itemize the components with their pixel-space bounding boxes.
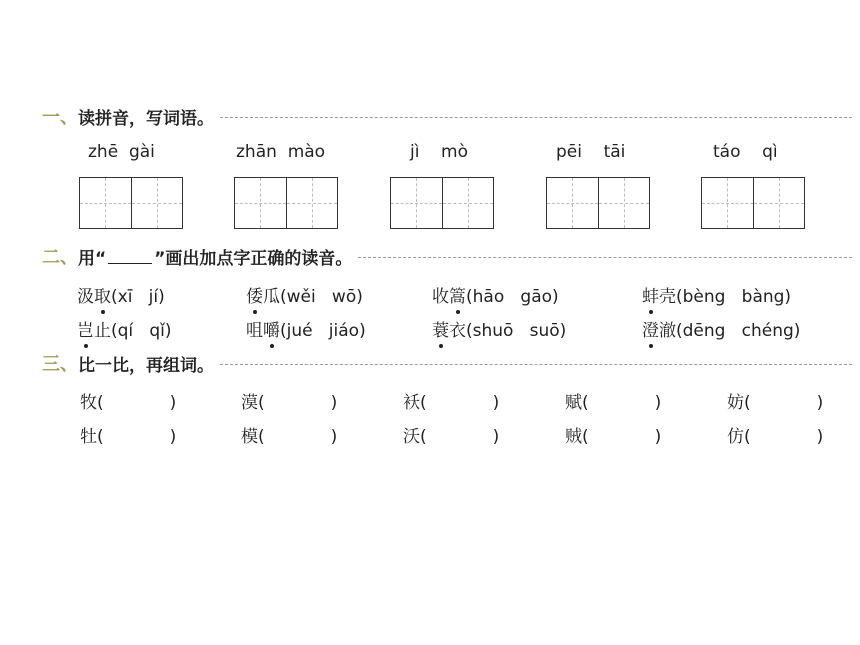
compare-item[interactable] [403,422,499,447]
grid-cell[interactable] [753,178,805,228]
pinyin-options[interactable]: (qí qǐ) [111,321,172,341]
grid-cell[interactable] [131,178,183,228]
pinyin-prompt: zhān mào [236,142,326,162]
compare-item[interactable] [727,422,823,447]
section-1-header [42,104,852,128]
section-number: 三、 [42,354,78,375]
compare-char: 贼 [565,427,582,447]
dotted-char: 蓑 [432,316,449,341]
grid-cell[interactable] [702,178,753,228]
plain-char: 瓜 [263,287,280,307]
plain-char: 汲 [77,287,94,307]
paren-open: ( [582,393,589,413]
title-suffix: ”画出加点字正确的读音。 [154,248,353,269]
paren-close: ) [492,393,500,413]
writing-grid[interactable] [79,177,183,229]
underline-blank [108,251,152,264]
pinyin-options[interactable]: (shuō suō) [466,321,567,341]
reading-item [642,316,800,341]
compare-char: 漠 [241,393,258,413]
compare-char: 袄 [403,393,420,413]
compare-item[interactable] [80,422,176,447]
paren-close: ) [654,427,662,447]
dotted-char: 取 [94,282,111,307]
writing-grid[interactable] [701,177,805,229]
plain-char: 咀 [246,321,263,341]
paren-open: ( [744,393,751,413]
plain-char: 澈 [659,321,676,341]
section-number: 一、 [42,107,78,128]
reading-item [642,282,791,307]
compare-char: 妨 [727,393,744,413]
pinyin-prompt: pēi tāi [556,142,626,162]
dotted-char: 倭 [246,282,263,307]
compare-item[interactable] [241,422,337,447]
compare-char: 沃 [403,427,420,447]
pinyin-options[interactable]: (xī jí) [111,287,165,307]
compare-char: 牧 [80,393,97,413]
pinyin-options[interactable]: (jué jiáo) [280,321,366,341]
paren-close: ) [330,427,338,447]
compare-item[interactable] [241,388,337,413]
paren-open: ( [258,427,265,447]
dashed-divider [358,257,852,258]
paren-close: ) [816,393,824,413]
compare-char: 模 [241,427,258,447]
compare-item[interactable] [80,388,176,413]
paren-close: ) [816,427,824,447]
plain-char: 收 [432,287,449,307]
writing-grid[interactable] [234,177,338,229]
section-title: 读拼音，写词语。 [78,108,214,129]
paren-close: ) [492,427,500,447]
paren-close: ) [330,393,338,413]
dotted-char: 嚼 [263,316,280,341]
reading-item [77,282,165,307]
pinyin-options[interactable]: (dēng chéng) [676,321,801,341]
dashed-divider [220,117,852,118]
plain-char: 衣 [449,321,466,341]
paren-open: ( [258,393,265,413]
dotted-char: 澄 [642,316,659,341]
pinyin-prompt: jì mò [410,142,469,162]
dotted-char: 篙 [449,282,466,307]
paren-open: ( [420,393,427,413]
grid-cell[interactable] [547,178,598,228]
compare-item[interactable] [565,388,661,413]
compare-item[interactable] [565,422,661,447]
pinyin-prompt: zhē gài [88,142,155,162]
section-title: 比一比，再组词。 [78,355,214,376]
reading-item [432,282,559,307]
paren-close: ) [169,393,177,413]
compare-item[interactable] [727,388,823,413]
compare-item[interactable] [403,388,499,413]
paren-open: ( [744,427,751,447]
writing-grid[interactable] [546,177,650,229]
pinyin-options[interactable]: (bèng bàng) [676,287,792,307]
pinyin-options[interactable]: (hāo gāo) [466,287,559,307]
grid-cell[interactable] [80,178,131,228]
reading-item [77,316,172,341]
grid-cell[interactable] [442,178,494,228]
compare-char: 牡 [80,427,97,447]
section-number: 二、 [42,247,78,268]
dotted-char: 蚌 [642,282,659,307]
section-title [78,244,352,269]
reading-item [246,316,366,341]
dotted-char: 岂 [77,316,94,341]
paren-close: ) [654,393,662,413]
paren-open: ( [420,427,427,447]
pinyin-prompt: táo qì [713,142,778,162]
dashed-divider [220,364,852,365]
paren-open: ( [97,393,104,413]
section-3-header [42,351,852,375]
plain-char: 止 [94,321,111,341]
writing-grid[interactable] [390,177,494,229]
paren-open: ( [97,427,104,447]
grid-cell[interactable] [286,178,338,228]
pinyin-options[interactable]: (wěi wō) [280,287,363,307]
paren-open: ( [582,427,589,447]
grid-cell[interactable] [235,178,286,228]
compare-char: 赋 [565,393,582,413]
reading-item [246,282,363,307]
grid-cell[interactable] [598,178,650,228]
paren-close: ) [169,427,177,447]
plain-char: 壳 [659,287,676,307]
compare-char: 仿 [727,427,744,447]
reading-item [432,316,566,341]
grid-cell[interactable] [391,178,442,228]
title-prefix: 用“ [78,248,107,269]
section-2-header [42,244,852,268]
